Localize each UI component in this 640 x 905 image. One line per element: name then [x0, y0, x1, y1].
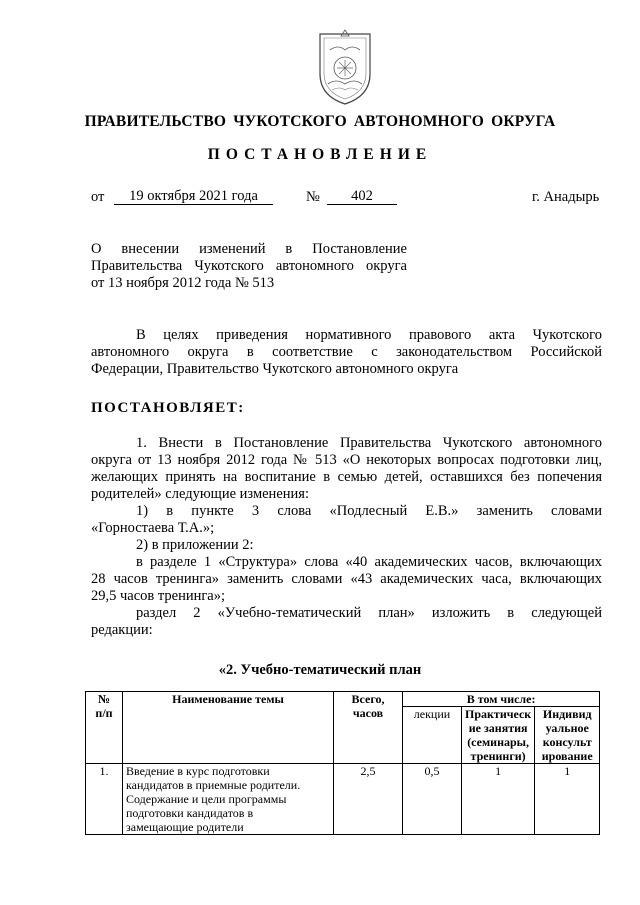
header-text: ие занятия — [468, 721, 528, 735]
row-practical: 1 — [462, 764, 535, 835]
header-text: тренинги) — [470, 749, 526, 763]
body-line: 1) в пункте 3 слова «Подлесный Е.В.» заменить словами — [136, 503, 602, 519]
header-text: Индивид — [542, 707, 592, 721]
header-text: В том числе: — [466, 692, 536, 706]
header-text: Практическ — [465, 707, 532, 721]
header-text: № — [97, 692, 111, 706]
topic-line: замещающие родители — [126, 820, 244, 834]
topic-line: кандидатов в приемные родители. — [126, 778, 301, 792]
body-line: редакции: — [91, 622, 153, 638]
header-text: (семинары, — [467, 735, 530, 749]
decree-subject — [91, 241, 407, 292]
body-line: раздел 2 «Учебно-тематический план» изложить в следующей — [136, 605, 602, 621]
topic-line: подготовки кандидатов в — [126, 806, 254, 820]
header-text: лекции — [413, 707, 451, 721]
topic-line: Содержание и цели программы — [126, 792, 287, 806]
decree-number: 402 — [327, 189, 397, 205]
header-text: консульт — [542, 735, 592, 749]
subject-line: Правительства Чукотского автономного округа — [91, 258, 407, 274]
coat-of-arms-icon — [310, 28, 380, 108]
table-row — [86, 764, 600, 835]
preamble-line: автономного округа в соответствие с законодательством Российской — [91, 344, 602, 360]
row-lectures: 0,5 — [403, 764, 462, 835]
body-line: желающих принять на воспитание в семью детей, оставшихся без попечения — [91, 469, 602, 485]
table-header-row — [86, 692, 600, 707]
government-title: ПРАВИТЕЛЬСТВО ЧУКОТСКОГО АВТОНОМНОГО ОКРУГА — [84, 113, 556, 130]
subject-line: О внесении изменений в Постановление — [91, 241, 407, 257]
body-line: в разделе 1 «Структура» слова «40 академических часов, включающих — [136, 554, 602, 570]
header-including — [403, 692, 600, 707]
number-label: № — [306, 189, 320, 205]
header-practical — [462, 707, 535, 764]
header-text: ирование — [541, 749, 593, 763]
header-individual — [535, 707, 600, 764]
curriculum-table — [85, 691, 600, 835]
header-topic — [123, 692, 334, 764]
decree-body — [91, 435, 602, 639]
header-text: Наименование темы — [172, 692, 284, 706]
resolves-heading: ПОСТАНОВЛЯЕТ: — [91, 400, 245, 416]
body-line: 2) в приложении 2: — [136, 537, 254, 553]
header-text: Всего, — [351, 692, 385, 706]
header-text: часов — [352, 706, 384, 720]
header-text: п/п — [95, 706, 113, 720]
row-total: 2,5 — [334, 764, 403, 835]
decree-date: 19 октября 2021 года — [114, 189, 273, 205]
preamble-line: Федерации, Правительство Чукотского автономного округа — [91, 361, 459, 377]
body-line: «Горностаева Т.А.»; — [91, 520, 215, 536]
body-line: 1. Внести в Постановление Правительства Чукотского автономного — [136, 435, 602, 451]
date-prefix: от — [91, 189, 105, 205]
body-line: родителей» следующие изменения: — [91, 486, 309, 502]
row-individual: 1 — [535, 764, 600, 835]
subject-line: от 13 ноября 2012 года № 513 — [91, 275, 275, 291]
body-line: округа от 13 ноября 2012 года № 513 «О некоторых вопросах подготовки лиц, — [91, 452, 602, 468]
preamble-line: В целях приведения нормативного правового акта Чукотского — [136, 327, 602, 343]
body-line: 29,5 часов тренинга»; — [91, 588, 226, 604]
header-text: уальное — [545, 721, 589, 735]
body-line: 28 часов тренинга» заменить словами «43 академических часа, включающих — [91, 571, 602, 587]
city: г. Анадырь — [532, 189, 600, 205]
row-num: 1. — [86, 764, 123, 835]
header-num — [86, 692, 123, 764]
table-caption: «2. Учебно-тематический план — [218, 662, 422, 678]
preamble — [91, 327, 602, 378]
header-total — [334, 692, 403, 764]
topic-line: Введение в курс подготовки — [126, 764, 270, 778]
document-type: ПОСТАНОВЛЕНИЕ — [207, 146, 433, 163]
row-topic — [123, 764, 334, 835]
header-lectures — [403, 707, 462, 764]
